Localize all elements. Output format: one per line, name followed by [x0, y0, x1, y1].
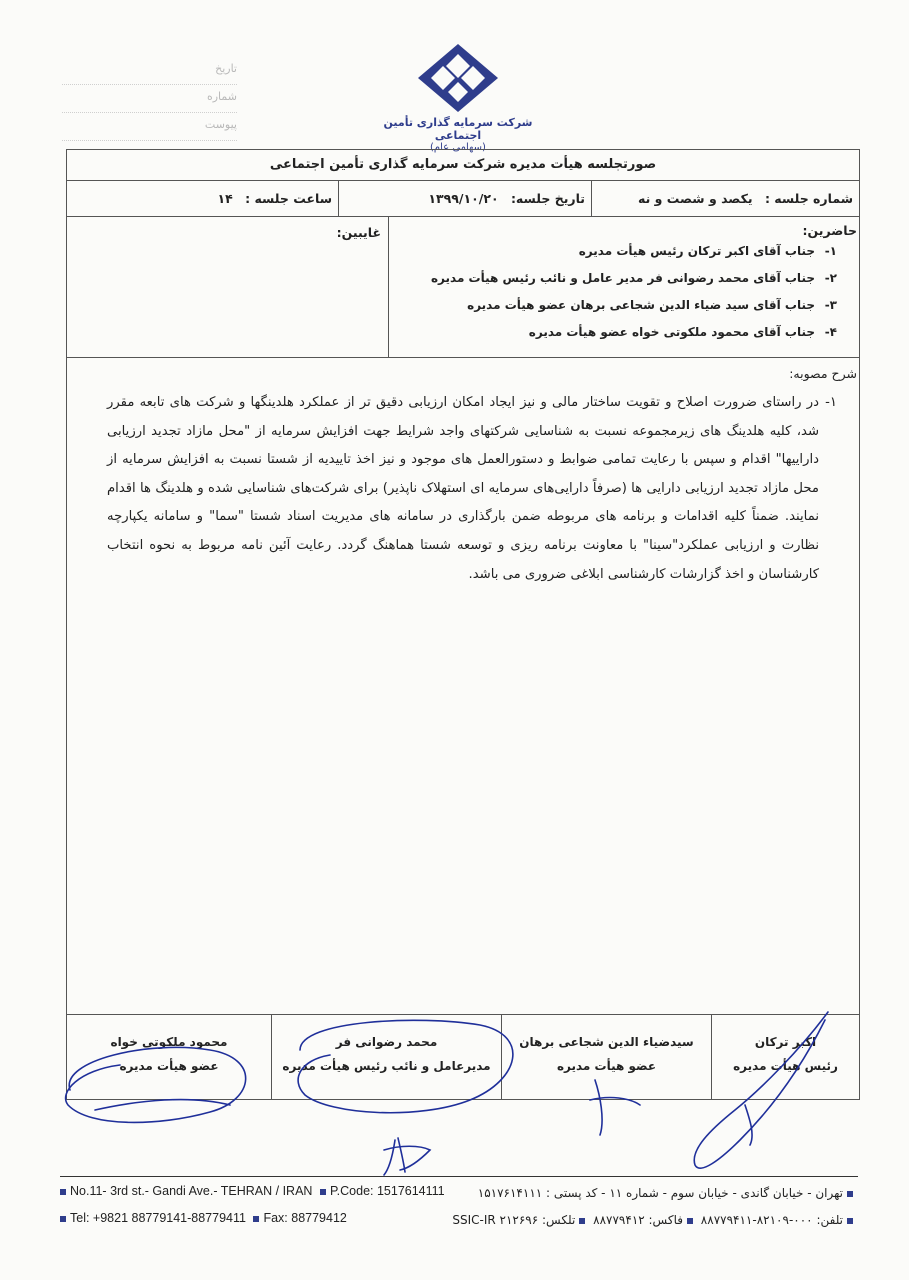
- signatory-name: اکبر ترکان: [754, 1035, 817, 1049]
- attendee-number: ۳-: [824, 298, 837, 312]
- signatory-role: مدیرعامل و نائب رئیس هیأت مدیره: [282, 1059, 491, 1073]
- attendee-text: جناب آقای محمود ملکوتی خواه عضو هیأت مدیره: [528, 325, 815, 339]
- session-time-cell: [67, 181, 338, 216]
- attendee-text: جناب آقای محمد رضوانی فر مدیر عامل و نائب رئیس هیأت مدیره: [430, 271, 815, 285]
- address-en: No.11- 3rd st.- Gandi Ave.- TEHRAN / IRAN: [70, 1184, 313, 1198]
- number-field: [62, 88, 237, 113]
- absent-column: [67, 217, 389, 357]
- present-column: [388, 217, 859, 357]
- letter-meta-fields: [62, 60, 237, 144]
- signatory-role: رئیس هیأت مدیره: [733, 1059, 838, 1073]
- session-time-label: ساعت جلسه :: [245, 191, 332, 206]
- bullet-square-icon: [847, 1218, 853, 1224]
- footer-address-en: [56, 1184, 445, 1198]
- address-fa: تهران - خیابان گاندی - خیابان سوم - شماره ۱۱ - کد پستی : ۱۵۱۷۶۱۴۱۱۱: [477, 1186, 843, 1200]
- document-title: صورتجلسه هیأت مدیره شرکت سرمایه گذاری تأمین اجتماعی: [67, 150, 859, 181]
- session-number-label: شماره جلسه :: [764, 191, 853, 206]
- tel-en: Tel: +9821 88779141-88779411: [70, 1211, 246, 1225]
- attendee-item: [389, 319, 837, 346]
- session-info-row: [67, 181, 859, 217]
- bullet-square-icon: [847, 1191, 853, 1197]
- resolution-area: [67, 358, 859, 1014]
- company-logo: [378, 42, 538, 153]
- resolution-item: [107, 389, 837, 589]
- fax-fa: فاکس: ۸۸۷۷۹۴۱۲: [593, 1213, 683, 1227]
- number-label: شماره: [206, 90, 237, 103]
- company-type: (سهامی عام): [430, 142, 486, 153]
- fax-en: Fax: 88779412: [263, 1211, 347, 1225]
- bullet-square-icon: [253, 1216, 259, 1222]
- signatory-cell: [271, 1015, 501, 1099]
- session-date-cell: [338, 181, 591, 216]
- session-number-value: یکصد و شصت و نه: [638, 191, 753, 206]
- attendee-item: [389, 238, 837, 265]
- bullet-square-icon: [687, 1218, 693, 1224]
- attendance-row: [67, 217, 859, 358]
- signatory-cell: [711, 1015, 859, 1099]
- signatures-row: [67, 1014, 859, 1099]
- present-label: حاضرین:: [802, 223, 857, 238]
- bullet-square-icon: [60, 1216, 66, 1222]
- resolution-text: در راستای ضرورت اصلاح و تقویت ساختار مالی و نیز ایجاد امکان ارزیابی دقیق تر از عملکرد هلدینگها و شرکت های تابعه مقرر شد، کلیه هلدینگ های زیرمجموعه نسبت به شناسایی شرکتهای واجد شرایط جهت افزایش سرمایه از "محل مازاد تجدید ارزیابی داراییها" اقدام و سپس با رعایت تمامی ضوابط و دستورالعمل های موجود و نیز اخذ تاییدیه از شستا نسبت به افزایش سرمایه از محل مازاد تجدید ارزیابی دارایی ها (صرفاً دارایی‌های سرمایه ای استهلاک ناپذیر) برای شرکت‌های شناسایی شده و هلدینگ ها اقدام نمایند. ضمناً کلیه اقدامات و برنامه های مربوطه ضمن بارگذاری در سامانه های مدیریت اسناد شستا "سما" و سامانه یکپارچه نظارت و ارزیابی عملکرد"سینا" با معاونت برنامه ریزی و توسعه شستا هماهنگ گردد. رعایت آئین نامه مربوط به نحوه انتخاب کارشناسان و اخذ گزارشات کارشناسی ابلاغی ضروری می باشد.: [107, 395, 819, 582]
- attachment-label: پیوست: [204, 118, 237, 131]
- signatory-name: محمد رضوانی فر: [335, 1035, 438, 1049]
- attendee-number: ۴-: [824, 325, 837, 339]
- session-number-cell: [591, 181, 859, 216]
- footer-contact-en: [56, 1211, 347, 1225]
- attendee-item: [389, 292, 837, 319]
- session-time-value: ۱۴: [217, 191, 233, 206]
- company-name: شرکت سرمایه گذاری تأمین اجتماعی: [383, 116, 533, 142]
- signatory-cell: [67, 1015, 271, 1099]
- date-label: تاریخ: [215, 62, 237, 75]
- footer-address-fa: [478, 1186, 857, 1200]
- signatory-name: سیدضیاء الدین شجاعی برهان: [519, 1035, 694, 1049]
- tel-fa: تلفن: ۰۰۰-۸۲۱۰۹-۸۸۷۷۹۴۱۱: [700, 1213, 843, 1227]
- attendee-text: جناب آقای اکبر ترکان رئیس هیأت مدیره: [578, 244, 815, 258]
- attachment-field: [62, 116, 237, 141]
- diamond-logo-icon: [416, 42, 500, 114]
- resolution-label: شرح مصوبه:: [789, 366, 857, 381]
- minutes-frame: [66, 149, 860, 1100]
- bullet-square-icon: [60, 1189, 66, 1195]
- resolution-number: ۱-: [825, 395, 837, 410]
- postcode-en: P.Code: 1517614111: [329, 1184, 445, 1198]
- telex-fa: تلکس: SSIC-IR ۲۱۲۶۹۶: [452, 1213, 576, 1227]
- signatory-role: عضو هیأت مدیره: [556, 1059, 657, 1073]
- footer-contact-fa: [452, 1213, 857, 1227]
- attendee-number: ۲-: [824, 271, 837, 285]
- session-date-label: تاریخ جلسه:: [510, 191, 585, 206]
- bullet-square-icon: [320, 1189, 326, 1195]
- signatory-cell: [501, 1015, 711, 1099]
- attendee-item: [389, 265, 837, 292]
- bullet-square-icon: [579, 1218, 585, 1224]
- absent-label: غایبین:: [336, 225, 381, 240]
- date-field: [62, 60, 237, 85]
- attendee-text: جناب آقای سید ضیاء الدین شجاعی برهان عضو هیأت مدیره: [467, 298, 815, 312]
- footer-divider: [60, 1176, 858, 1177]
- attendee-number: ۱-: [824, 244, 837, 258]
- signatory-role: عضو هیأت مدیره: [119, 1059, 219, 1073]
- signatory-name: محمود ملکوتی خواه: [110, 1035, 228, 1049]
- session-date-value: ۱۳۹۹/۱۰/۲۰: [428, 191, 499, 206]
